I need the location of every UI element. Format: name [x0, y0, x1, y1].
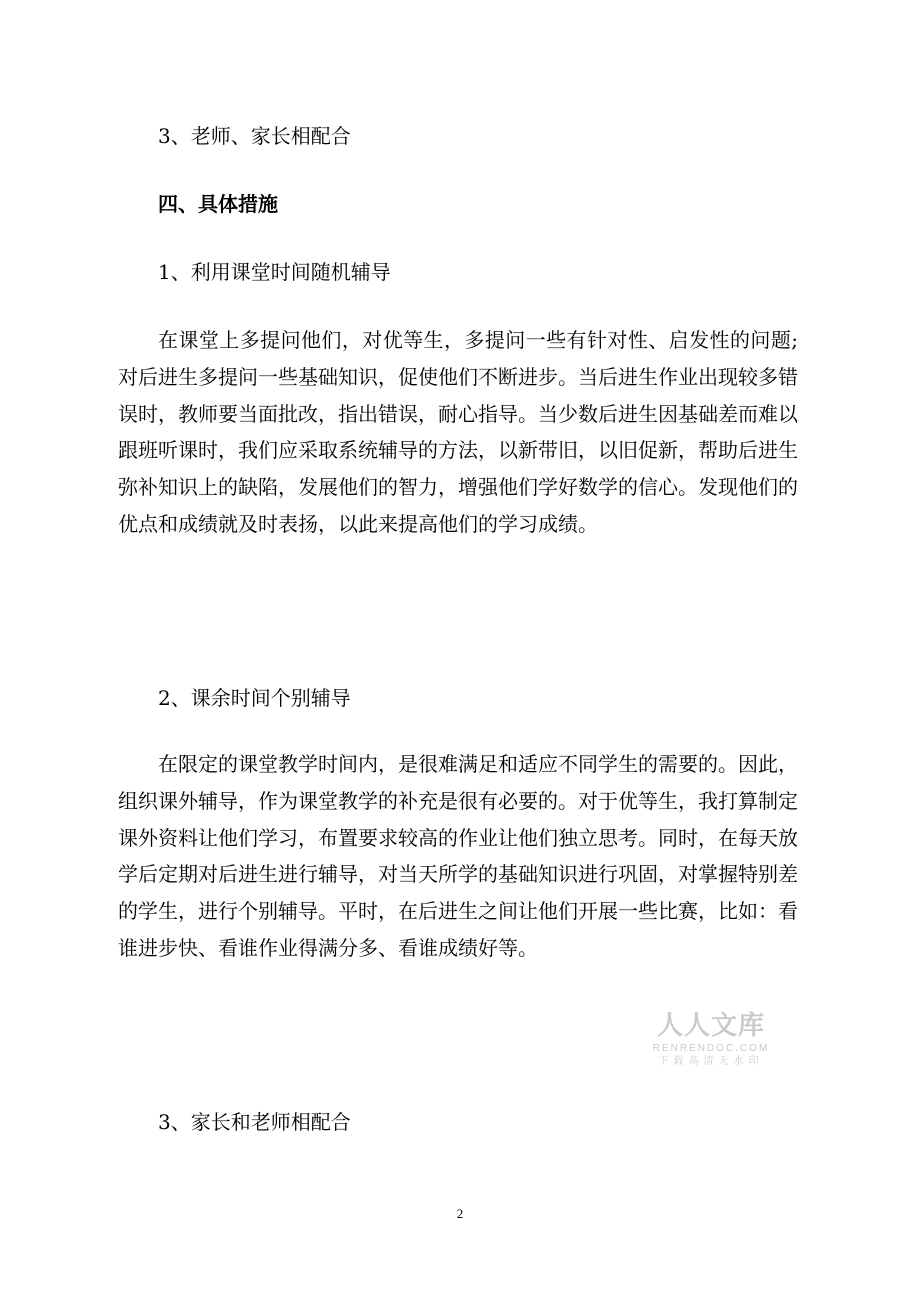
- item-parent-teacher-cooperation: 3、家长和老师相配合: [158, 1110, 351, 1134]
- section-heading-measures: 四、具体措施: [158, 192, 278, 216]
- item-teacher-parent-cooperation: 3、老师、家长相配合: [158, 124, 351, 148]
- item-after-class-tutoring: 2、课余时间个别辅导: [158, 686, 351, 710]
- watermark-logo: [646, 1010, 776, 1068]
- paragraph-classroom-tutoring: 在课堂上多提问他们，对优等生，多提问一些有针对性、启发性的问题;对后进生多提问一些基础知识，促使他们不断进步。当后进生作业出现较多错误时，教师要当面批改，指出错误，耐心指导。当少数后进生因基础差而难以跟班听课时，我们应采取系统辅导的方法，以新带旧，以旧促新，帮助后进生弥补知识上的缺陷，发展他们的智力，增强他们学好数学的信心。发现他们的优点和成绩就及时表扬，以此来提高他们的学习成绩。: [118, 328, 798, 536]
- watermark-main: 人人文库: [656, 1011, 765, 1041]
- item-classroom-tutoring: 1、利用课堂时间随机辅导: [158, 260, 391, 284]
- paragraph-after-class-tutoring: 在限定的课堂教学时间内，是很难满足和适应不同学生的需要的。因此，组织课外辅导，作为课堂教学的补充是很有必要的。对于优等生，我打算制定课外资料让他们学习，布置要求较高的作业让他们独立思考。同时，在每天放学后定期对后进生进行辅导，对当天所学的基础知识进行巩固，对掌握特别差的学生，进行个别辅导。平时，在后进生之间让他们开展一些比赛，比如：看谁进步快、看谁作业得满分多、看谁成绩好等。: [118, 752, 798, 960]
- watermark-tagline: 下载高清无水印: [658, 1056, 764, 1067]
- page-number: 2: [456, 1206, 464, 1221]
- watermark-site: RENRENDOC.COM: [652, 1043, 770, 1054]
